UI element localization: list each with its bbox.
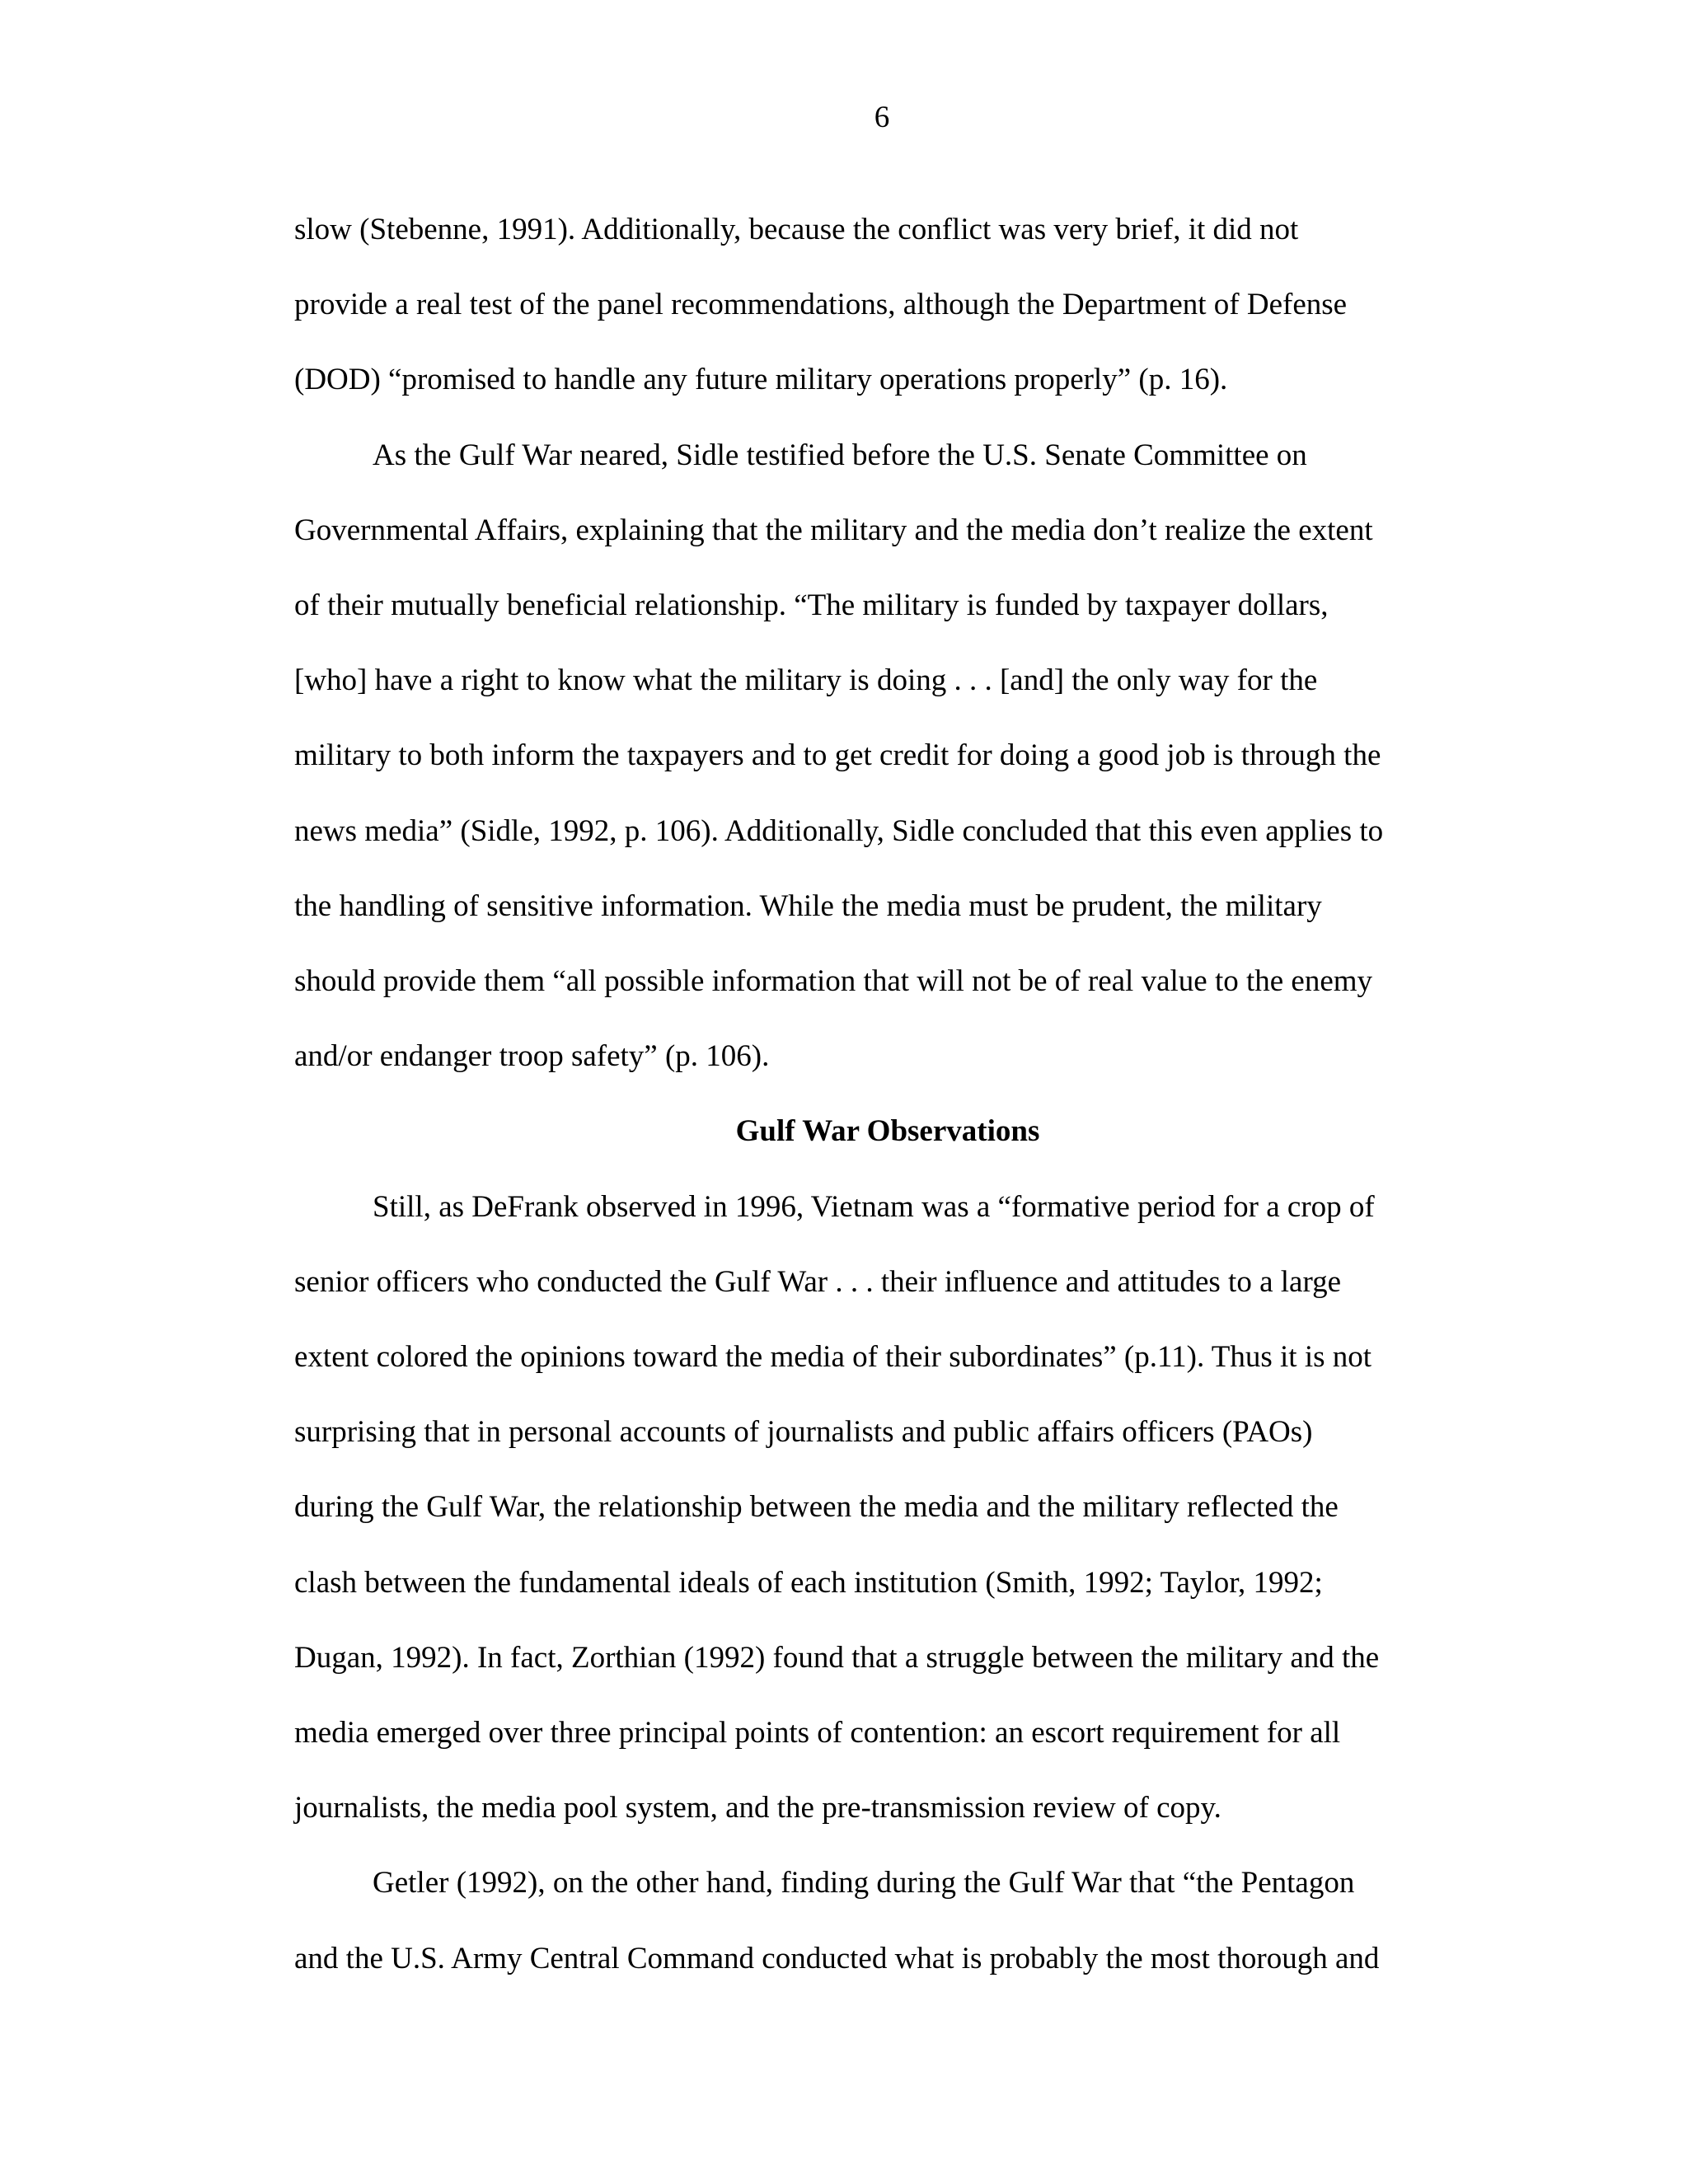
text-line: clash between the fundamental ideals of each institution (Smith, 1992; Taylor, 1992; <box>294 1565 1323 1600</box>
text-line: slow (Stebenne, 1991). Additionally, because the conflict was very brief, it did not <box>294 213 1299 246</box>
text-line: and the U.S. Army Central Command conducted what is probably the most thorough and <box>294 1941 1380 1975</box>
text-line: during the Gulf War, the relationship between the media and the military reflected the <box>294 1490 1339 1525</box>
text-line: Dugan, 1992). In fact, Zorthian (1992) found that a struggle between the military and the <box>294 1640 1380 1675</box>
text-line: media emerged over three principal points of contention: an escort requirement for all <box>294 1716 1341 1750</box>
text-line: senior officers who conducted the Gulf War . . . their influence and attitudes to a large <box>294 1264 1342 1299</box>
text-line: [who] have a right to know what the military is doing . . . [and] the only way for the <box>294 663 1318 698</box>
text-line: should provide them “all possible information that will not be of real value to the enemy <box>294 964 1373 999</box>
section-heading: Gulf War Observations <box>735 1114 1040 1149</box>
paragraph-first-line: As the Gulf War neared, Sidle testified before the U.S. Senate Committee on <box>373 438 1307 472</box>
text-line: of their mutually beneficial relationship. “The military is funded by taxpayer dollars, <box>294 588 1329 623</box>
body-text <box>294 192 1481 1996</box>
text-line: Governmental Affairs, explaining that the military and the media don’t realize the extent <box>294 513 1373 547</box>
paragraph-first-line: Still, as DeFrank observed in 1996, Vietnam was a “formative period for a crop of <box>373 1189 1375 1224</box>
text-line: surprising that in personal accounts of journalists and public affairs officers (PAOs) <box>294 1415 1313 1450</box>
text-line: provide a real test of the panel recommendations, although the Department of Defense <box>294 288 1348 322</box>
text-line: (DOD) “promised to handle any future military operations properly” (p. 16). <box>294 363 1228 397</box>
text-line: and/or endanger troop safety” (p. 106). <box>294 1039 770 1074</box>
text-line: extent colored the opinions toward the media of their subordinates” (p.11). Thus it is not <box>294 1340 1372 1375</box>
text-line: news media” (Sidle, 1992, p. 106). Additionally, Sidle concluded that this even applies to <box>294 813 1384 848</box>
text-line: journalists, the media pool system, and the pre-transmission review of copy. <box>294 1791 1221 1825</box>
page-number: 6 <box>874 101 890 134</box>
text-line: military to both inform the taxpayers and to get credit for doing a good job is through the <box>294 738 1381 773</box>
paragraph-first-line: Getler (1992), on the other hand, finding during the Gulf War that “the Pentagon <box>373 1866 1355 1900</box>
text-line: the handling of sensitive information. While the media must be prudent, the military <box>294 888 1322 923</box>
